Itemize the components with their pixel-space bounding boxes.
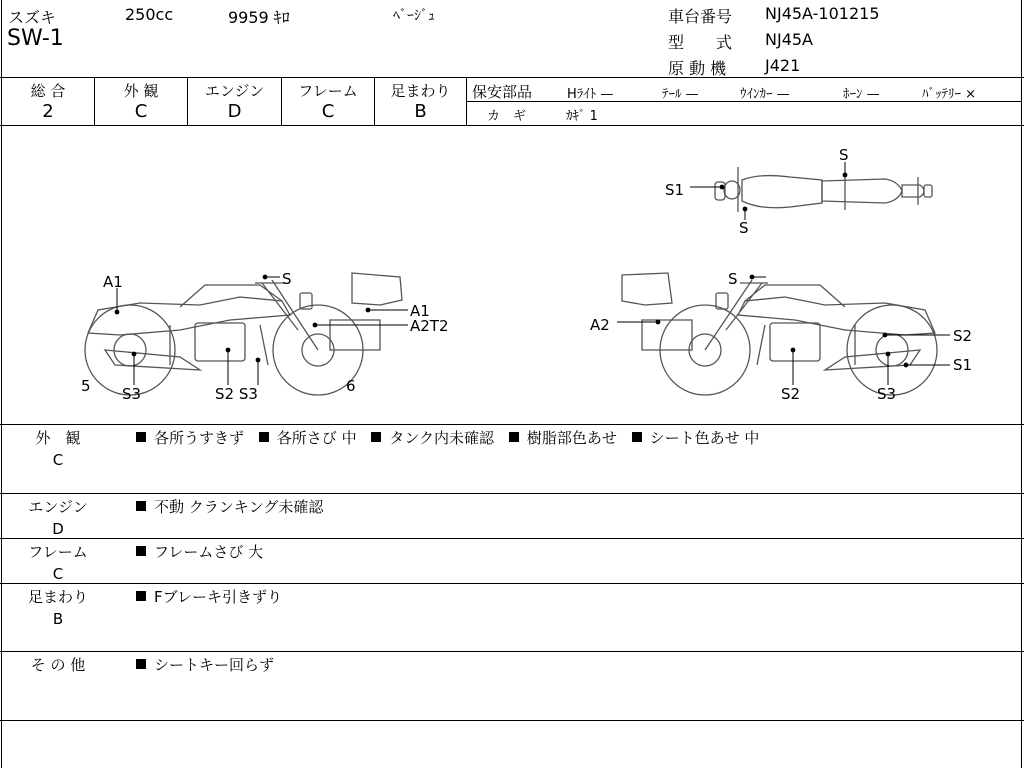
safety-item-battery: ﾊﾞｯﾃﾘｰ × — [922, 87, 977, 102]
body-color: ﾍﾞｰｼﾞｭ — [393, 8, 435, 24]
damage-diagram — [0, 125, 1024, 425]
safety-item-horn: ﾎｰﾝ — — [843, 87, 880, 102]
label-left-a2t2: A2T2 — [410, 317, 449, 335]
note-items-frame: フレームさび 大 — [136, 541, 273, 562]
label-top-s1: S1 — [665, 181, 685, 199]
key-value: ｶｷﾞ 1 — [566, 109, 598, 124]
label-left-s: S — [282, 270, 292, 288]
label-right-a2: A2 — [590, 316, 610, 334]
divider-note-5 — [0, 720, 1024, 721]
displacement: 250cc — [125, 5, 174, 24]
label-left-a1-right: A1 — [410, 302, 430, 320]
grade-value-exterior: C — [134, 101, 148, 122]
mileage: 9959 ｷﾛ — [228, 8, 290, 27]
safety-item-headlight: Hﾗｲﾄ — — [567, 87, 614, 102]
grade-value-total: 2 — [42, 101, 54, 122]
label-right-s1: S1 — [953, 356, 973, 374]
label-right-s2-bottom: S2 — [781, 385, 801, 403]
type-value: NJ45A — [765, 30, 813, 49]
divider-note-1 — [0, 493, 1024, 494]
divider-note-4 — [0, 651, 1024, 652]
safety-item-tail: ﾃｰﾙ — — [662, 87, 699, 102]
frame-no: NJ45A-101215 — [765, 4, 880, 23]
divider-note-3 — [0, 583, 1024, 584]
label-left-s3: S3 — [122, 385, 142, 403]
motorcycle-right-view — [622, 273, 937, 395]
divider-header — [0, 77, 1024, 78]
label-left-5: 5 — [81, 377, 91, 395]
note-label-suspension: 足まわり B — [27, 588, 88, 628]
key-label: カ ギ — [487, 109, 527, 124]
label-left-s2s3: S2 S3 — [215, 385, 258, 403]
safety-item-winker: ｳｲﾝｶｰ — — [740, 87, 790, 102]
grade-label-engine: エンジン — [204, 82, 265, 100]
engine-label: 原 動 機 — [668, 59, 727, 78]
note-label-engine: エンジン D — [28, 498, 88, 538]
label-top-s-bottom: S — [739, 219, 749, 237]
maker-name: スズキ — [8, 8, 57, 27]
note-label-frame: フレーム C — [28, 543, 88, 583]
note-label-other: そ の 他 — [30, 656, 86, 674]
grade-divider-5 — [466, 77, 467, 125]
label-right-s2: S2 — [953, 327, 973, 345]
note-items-suspension: Fブレーキ引きずり — [136, 586, 292, 607]
engine-value: J421 — [765, 56, 801, 75]
type-label: 型 式 — [668, 33, 733, 52]
grade-label-exterior: 外 観 — [123, 82, 159, 100]
divider-note-2 — [0, 538, 1024, 539]
frame-no-label: 車台番号 — [668, 7, 733, 26]
note-items-engine: 不動 クランキング未確認 — [136, 496, 333, 517]
grade-value-engine: D — [227, 101, 242, 122]
grade-value-suspension: B — [414, 101, 427, 122]
grade-label-total: 総 合 — [30, 82, 66, 100]
model-name: SW-1 — [7, 26, 64, 51]
grade-label-frame: フレーム — [298, 82, 358, 100]
safety-label: 保安部品 — [472, 83, 533, 101]
label-right-s: S — [728, 270, 738, 288]
label-left-6: 6 — [346, 377, 356, 395]
note-label-exterior: 外 観 C — [35, 429, 81, 469]
grade-label-suspension: 足まわり — [390, 82, 451, 100]
note-items-other: シートキー回らず — [136, 654, 284, 675]
motorcycle-top-view — [715, 167, 932, 212]
label-left-a1: A1 — [103, 273, 123, 291]
label-top-s: S — [839, 146, 849, 164]
note-items-exterior: 各所うすきず 各所さび 中 タンク内未確認 樹脂部色あせ シート色あせ 中 — [136, 427, 769, 448]
label-right-s3-bottom: S3 — [877, 385, 897, 403]
grade-value-frame: C — [321, 101, 335, 122]
